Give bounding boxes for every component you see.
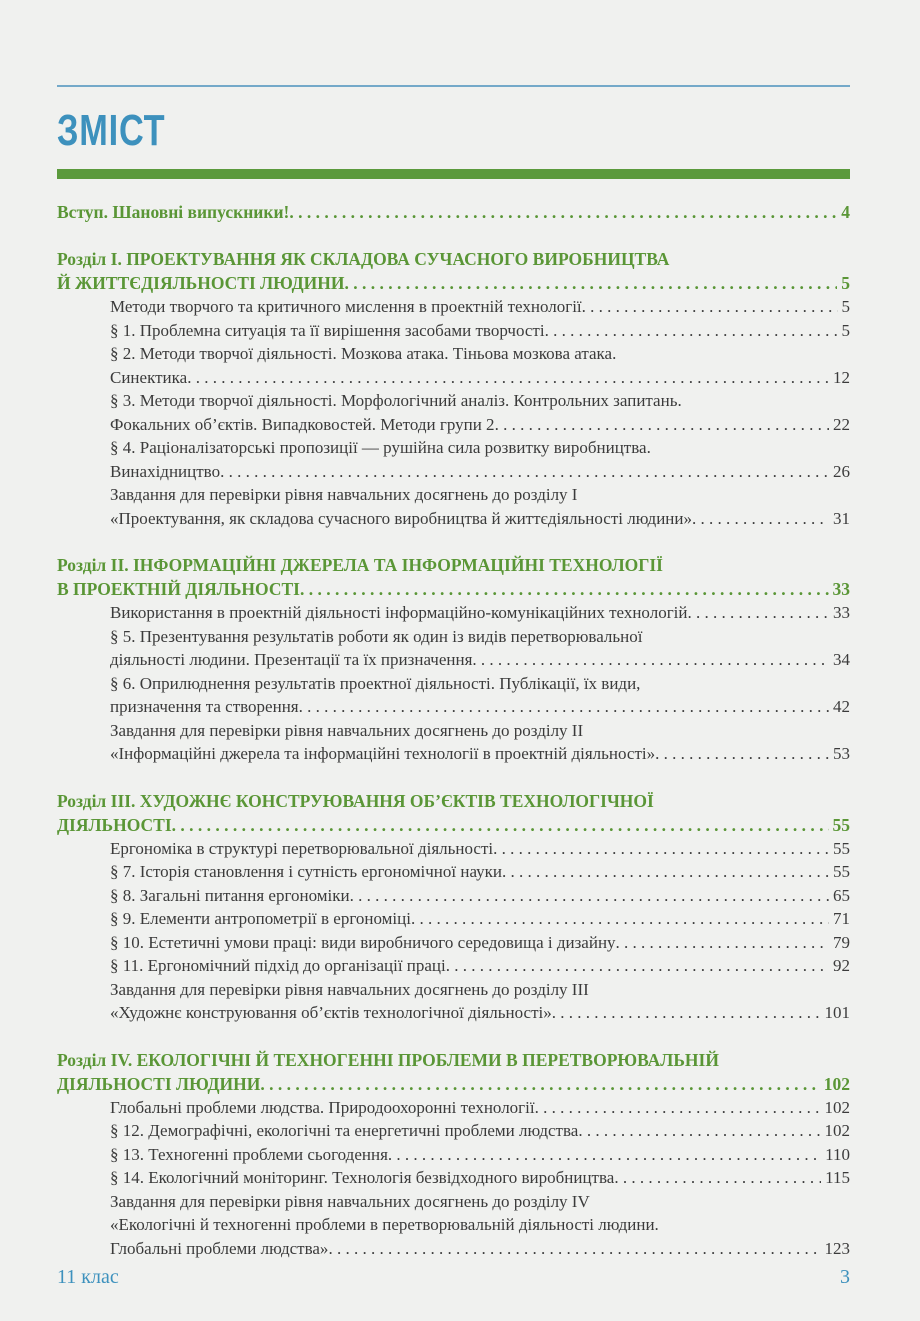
dot-leader <box>328 1237 820 1261</box>
section-heading-title: Й ЖИТТЄДІЯЛЬНОСТІ ЛЮДИНИ <box>57 273 345 293</box>
toc-entry[interactable] <box>57 837 850 861</box>
toc-entry[interactable] <box>57 295 850 319</box>
toc-entry-page: 102 <box>824 1097 850 1117</box>
section-heading-line: Розділ ІІІ. ХУДОЖНЄ КОНСТРУЮВАННЯ ОБ’ЄКТІВ ТЕХНОЛОГІЧНОЇ <box>57 790 654 811</box>
toc-entry-page: 12 <box>833 367 850 387</box>
toc-entry-page: 42 <box>833 697 850 716</box>
section-heading-page: 102 <box>823 1073 850 1094</box>
dot-leader <box>472 648 829 672</box>
toc-entry-title: § 14. Екологічний моніторинг. Технологія безвідходного виробництва <box>110 1168 615 1187</box>
page-title: ЗМІСТ <box>57 106 166 155</box>
toc-entry[interactable] <box>57 1166 850 1190</box>
dot-leader <box>220 460 829 484</box>
toc-entry-title: § 10. Естетичні умови праці: види виробничого середовища і дизайну <box>110 932 616 952</box>
dot-leader <box>545 319 838 343</box>
top-rule <box>57 85 850 87</box>
toc-entry[interactable] <box>57 884 850 908</box>
toc-entry[interactable] <box>57 507 850 531</box>
toc-entry[interactable] <box>57 931 850 955</box>
toc-entry[interactable] <box>57 413 850 437</box>
section-heading-page: 55 <box>832 814 850 835</box>
toc-entry-title: «Проектування, як складова сучасного виробництва й життєдіяльності людини» <box>110 508 693 528</box>
toc-entry-title: Використання в проектній діяльності інформаційно-комунікаційних технологій <box>110 603 688 622</box>
dot-leader <box>493 837 829 861</box>
toc-entry-title: Синектика <box>110 367 188 387</box>
toc-entry-page: 22 <box>833 414 850 434</box>
footer-grade: 11 клас <box>57 1266 119 1288</box>
toc-entry-line: § 6. Оприлюднення результатів проектної діяльності. Публікації, їх види, <box>110 673 641 693</box>
dot-leader <box>289 200 837 224</box>
toc-entry-page: 33 <box>833 603 850 622</box>
dot-leader <box>260 1072 819 1096</box>
toc-entry-title: § 11. Ергономічний підхід до організації праці <box>110 956 446 975</box>
toc-entry-page: 26 <box>833 461 850 481</box>
toc-entry-title: Винахідництво <box>110 461 221 481</box>
dot-leader <box>578 1119 820 1143</box>
toc-entry-title: § 12. Демографічні, екологічні та енергетичні проблеми людства <box>110 1121 579 1140</box>
toc-entry-title: § 9. Елементи антропометрії в ергономіці <box>110 909 411 928</box>
toc-entry-line: Завдання для перевірки рівня навчальних досягнень до розділу ІІІ <box>110 979 589 999</box>
toc-entry[interactable] <box>57 366 850 390</box>
section-gap <box>57 766 850 789</box>
toc-entry-page: 123 <box>824 1238 850 1258</box>
dot-leader <box>655 742 829 766</box>
toc-entry-title: призначення та створення <box>110 697 299 716</box>
section-heading-line: Розділ І. ПРОЕКТУВАННЯ ЯК СКЛАДОВА СУЧАСНОГО ВИРОБНИЦТВА <box>57 249 670 269</box>
dot-leader <box>614 1166 821 1190</box>
toc-entry-page: 53 <box>833 744 850 763</box>
toc-entry-line: «Екологічні й техногенні проблеми в перетворювальній діяльності людини. <box>110 1215 659 1234</box>
toc-entry[interactable] <box>57 648 850 672</box>
dot-leader <box>172 813 829 837</box>
toc-entry-page: 34 <box>833 650 850 669</box>
toc-entry-line: Завдання для перевірки рівня навчальних досягнень до розділу І <box>110 485 578 504</box>
toc-entry-page: 102 <box>824 1121 850 1140</box>
toc-entry[interactable] <box>57 742 850 766</box>
toc-entry-line: § 5. Презентування результатів роботи як один із видів перетворювальної <box>110 626 643 646</box>
toc-entry-line: § 2. Методи творчої діяльності. Мозкова атака. Тіньова мозкова атака. <box>110 344 617 363</box>
section-gap <box>57 1025 850 1048</box>
dot-leader <box>344 271 837 295</box>
toc-entry[interactable] <box>57 695 850 719</box>
dot-leader <box>388 1143 821 1167</box>
toc-entry[interactable] <box>57 460 850 484</box>
toc-entry-title: § 13. Техногенні проблеми сьогодення <box>110 1144 388 1164</box>
dot-leader <box>350 884 829 908</box>
toc-entry-page: 65 <box>833 885 850 905</box>
dot-leader <box>552 1001 821 1025</box>
toc-entry-page: 55 <box>833 838 850 858</box>
toc-entry-title: § 8. Загальні питання ергономіки <box>110 885 350 905</box>
toc-entry-title: Глобальні проблеми людства. Природоохоронні технології <box>110 1097 535 1117</box>
toc-entry-line: § 4. Раціоналізаторські пропозиції — рушійна сила розвитку виробництва. <box>110 438 651 457</box>
section-heading-line: Розділ ІІ. ІНФОРМАЦІЙНІ ДЖЕРЕЛА ТА ІНФОРМАЦІЙНІ ТЕХНОЛОГІЇ <box>57 555 663 575</box>
toc-entry-page: 115 <box>825 1168 850 1187</box>
toc-intro-page: 4 <box>841 202 850 222</box>
toc-entry-page: 79 <box>833 932 850 952</box>
section-heading[interactable] <box>57 271 850 295</box>
toc-entry[interactable] <box>57 954 850 978</box>
table-of-contents <box>57 200 850 1260</box>
toc-entry-title: § 7. Історія становлення і сутність ергономічної науки <box>110 862 503 881</box>
toc-entry-title: § 1. Проблемна ситуація та її вирішення засобами творчості <box>110 320 545 340</box>
toc-entry[interactable] <box>57 1096 850 1120</box>
toc-entry[interactable] <box>57 1001 850 1025</box>
toc-entry-page: 5 <box>841 297 850 316</box>
dot-leader <box>582 295 838 319</box>
toc-entry-line: Завдання для перевірки рівня навчальних досягнень до розділу ІV <box>110 1191 590 1211</box>
toc-entry[interactable] <box>57 860 850 884</box>
section-gap <box>57 224 850 247</box>
dot-leader <box>187 366 829 390</box>
dot-leader <box>300 577 829 601</box>
toc-entry-page: 31 <box>833 508 850 528</box>
dot-leader <box>616 931 829 955</box>
toc-entry[interactable] <box>57 1143 850 1167</box>
section-heading-line: Розділ ІV. ЕКОЛОГІЧНІ Й ТЕХНОГЕННІ ПРОБЛЕМИ В ПЕРЕТВОРЮВАЛЬНІЙ <box>57 1049 719 1070</box>
dot-leader <box>535 1096 821 1120</box>
toc-entry-page: 110 <box>825 1144 850 1164</box>
toc-entry-line: § 3. Методи творчої діяльності. Морфологічний аналіз. Контрольних запитань. <box>110 391 682 410</box>
toc-entry-title: Фокальних об’єктів. Випадковостей. Методи групи 2 <box>110 414 495 434</box>
title-underline-bar <box>57 169 850 179</box>
dot-leader <box>411 907 829 931</box>
toc-entry-title: Глобальні проблеми людства» <box>110 1238 329 1258</box>
section-heading-page: 5 <box>841 273 850 293</box>
toc-entry[interactable] <box>57 907 850 931</box>
toc-entry[interactable] <box>57 319 850 343</box>
section-gap <box>57 530 850 553</box>
section-heading[interactable] <box>57 813 850 837</box>
dot-leader <box>495 413 829 437</box>
section-heading-title: ДІЯЛЬНОСТІ ЛЮДИНИ <box>57 1073 261 1094</box>
toc-entry-title: Ергономіка в структурі перетворювальної діяльності <box>110 838 494 858</box>
toc-entry-page: 92 <box>833 956 850 975</box>
dot-leader <box>688 601 830 625</box>
dot-leader <box>692 507 829 531</box>
toc-entry-page: 101 <box>824 1003 850 1022</box>
toc-entry[interactable] <box>57 1237 850 1261</box>
footer-page-number: 3 <box>840 1266 850 1288</box>
section-heading[interactable] <box>57 1072 850 1096</box>
toc-intro[interactable] <box>57 200 850 224</box>
section-heading-page: 33 <box>832 579 850 599</box>
toc-entry-title: «Художнє конструювання об’єктів технологічної діяльності» <box>110 1003 552 1022</box>
dot-leader <box>299 695 829 719</box>
toc-entry-page: 5 <box>841 320 850 340</box>
toc-intro-title: Вступ. Шановні випускники! <box>57 202 290 222</box>
toc-entry-line: Завдання для перевірки рівня навчальних досягнень до розділу ІІ <box>110 720 584 740</box>
toc-entry-title: Методи творчого та критичного мислення в проектній технології <box>110 297 582 316</box>
section-heading-title: В ПРОЕКТНІЙ ДІЯЛЬНОСТІ <box>57 579 300 599</box>
section-heading-title: ДІЯЛЬНОСТІ <box>57 814 172 835</box>
section-heading[interactable] <box>57 577 850 601</box>
dot-leader <box>502 860 829 884</box>
toc-entry-title: діяльності людини. Презентації та їх призначення <box>110 650 473 669</box>
dot-leader <box>446 954 829 978</box>
toc-entry-page: 55 <box>833 862 850 881</box>
toc-entry-title: «Інформаційні джерела та інформаційні технології в проектній діяльності» <box>110 744 656 763</box>
toc-entry-page: 71 <box>833 909 850 928</box>
toc-entry[interactable] <box>57 1119 850 1143</box>
toc-entry[interactable] <box>57 601 850 625</box>
